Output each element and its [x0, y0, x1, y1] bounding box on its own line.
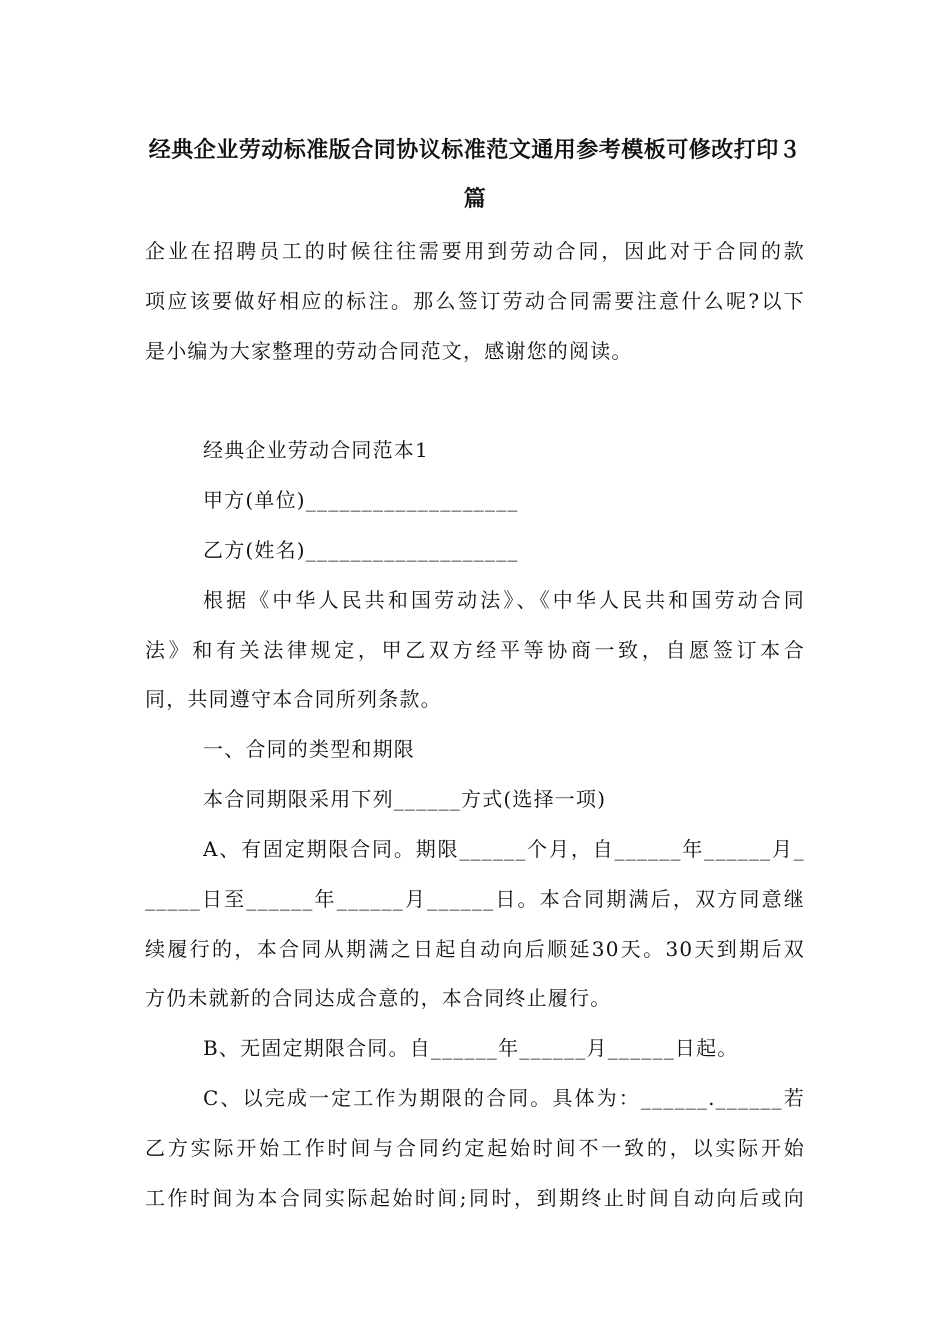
- option-a-line: _____日至______年______月______日。本合同期满后，双方同意继: [145, 887, 805, 911]
- intro-line: 项应该要做好相应的标注。那么签订劳动合同需要注意什么呢?以下: [145, 289, 805, 313]
- party-b-field: 乙方(姓名)___________________: [203, 538, 519, 562]
- clause-intro: 本合同期限采用下列______方式(选择一项): [203, 787, 607, 811]
- document-title-continued: 篇: [463, 187, 487, 212]
- option-c-line: C、以完成一定工作为期限的合同。具体为：______.______若: [203, 1086, 805, 1110]
- party-a-field: 甲方(单位)___________________: [203, 488, 519, 512]
- preamble-line: 同，共同遵守本合同所列条款。: [145, 687, 442, 711]
- option-a-line: A、有固定期限合同。期限______个月，自______年______月_: [203, 837, 805, 861]
- clause-heading: 一、合同的类型和期限: [203, 737, 415, 761]
- option-c-line: 工作时间为本合同实际起始时间;同时，到期终止时间自动向后或向: [145, 1186, 805, 1210]
- option-a-line: 续履行的，本合同从期满之日起自动向后顺延30天。30天到期后双: [145, 937, 805, 961]
- section-title: 经典企业劳动合同范本1: [203, 438, 429, 462]
- preamble-line: 法》和有关法律规定，甲乙双方经平等协商一致，自愿签订本合: [145, 638, 805, 662]
- document-title: 经典企业劳动标准版合同协议标准范文通用参考模板可修改打印３: [148, 138, 802, 163]
- option-a-line: 方仍未就新的合同达成合意的，本合同终止履行。: [145, 986, 612, 1010]
- intro-line: 企业在招聘员工的时候往往需要用到劳动合同，因此对于合同的款: [145, 239, 805, 263]
- intro-line: 是小编为大家整理的劳动合同范文，感谢您的阅读。: [145, 339, 633, 363]
- option-c-line: 乙方实际开始工作时间与合同约定起始时间不一致的，以实际开始: [145, 1136, 805, 1160]
- option-b-line: B、无固定期限合同。自______年______月______日起。: [203, 1036, 739, 1060]
- preamble-line: 根据《中华人民共和国劳动法》、《中华人民共和国劳动合同: [203, 588, 805, 612]
